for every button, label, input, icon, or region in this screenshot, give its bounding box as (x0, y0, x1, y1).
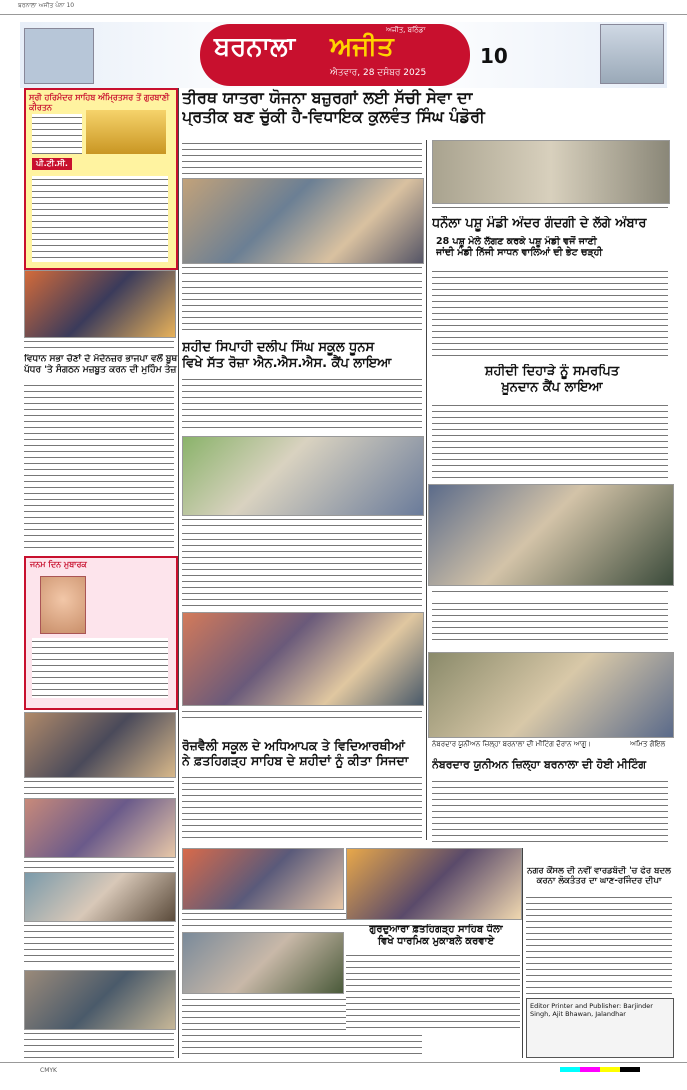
story-rosevalley-text (182, 774, 422, 842)
caption-nss (182, 516, 422, 526)
advert-text (32, 114, 82, 154)
headline-ward (526, 866, 672, 886)
photo-nss-students (182, 436, 424, 516)
birthday-photo (40, 576, 86, 634)
subhead-cattle-line2: ਜਾਂਦੀ ਮੰਡੀ ਨਿੱਜੀ ਸਾਧਨ ਵਾਲਿਆਂ ਦੀ ਭੇਟ ਚੜ੍ਹੀ (436, 247, 603, 259)
headline-yatra (182, 88, 672, 126)
column-rule-1 (178, 88, 179, 1058)
photo-left-lower-4 (24, 970, 176, 1030)
caption-left-lower-3 (24, 922, 174, 966)
headline-rosevalley (182, 738, 432, 768)
brand-word-1: ਬਰਨਾਲਾ (214, 32, 296, 62)
caption-numberdar: ਨੰਬਰਦਾਰ ਯੂਨੀਅਨ ਜ਼ਿਲ੍ਹਾ ਬਰਨਾਲਾ ਦੀ ਮੀਟਿੰਗ ਦੌਰਾਨ ਆਗੂ। (432, 740, 591, 748)
birthday-text (32, 638, 168, 698)
headline-numberdar: ਨੰਬਰਦਾਰ ਯੂਨੀਅਨ ਜ਼ਿਲ੍ਹਾ ਬਰਨਾਲਾ ਦੀ ਹੋਈ ਮੀਟਿੰਗ (432, 758, 647, 771)
credit-numberdar: ਅਮਿਤ ਗੋਇਲ (630, 740, 666, 748)
brand-logo (200, 24, 470, 86)
headline-bjp (24, 354, 180, 376)
story-blood-cont (432, 600, 668, 644)
story-ward-text (526, 894, 672, 994)
photo-middle-lower-2 (182, 932, 344, 994)
photo-left-lower-2 (24, 798, 176, 858)
photo-bjp-meeting (24, 270, 176, 338)
caption-cattle (432, 204, 668, 212)
story-yatra-cont (182, 278, 422, 334)
birthday-box (24, 556, 178, 710)
caption-blood (432, 588, 668, 596)
headline-blood-line2: ਖ਼ੂਨਦਾਨ ਕੈਂਪ ਲਾਇਆ (501, 379, 603, 395)
tower-illustration (600, 24, 664, 84)
story-nss-cont (182, 530, 422, 606)
caption-bjp (24, 338, 174, 352)
story-bjp-text (24, 382, 174, 548)
story-yatra-text (182, 140, 422, 176)
top-strip-text: ਬਰਨਾਲਾ ਅਜੀਤ ਪੰਨਾ 10 (18, 2, 75, 9)
headline-gurdwara-line1: ਗੁਰਦੁਆਰਾ ਫ਼ਤਹਿਗੜ੍ਹ ਸਾਹਿਬ ਧੌਲਾ (369, 924, 503, 935)
column-rule-3 (522, 848, 523, 1058)
imprint-box (526, 998, 674, 1058)
headline-bjp-line2: ਪੱਧਰ 'ਤੇ ਸੰਗਠਨ ਮਜ਼ਬੂਤ ਕਰਨ ਦੀ ਮੁਹਿੰਮ ਤੇਜ਼ (24, 364, 177, 375)
caption-left-lower-1 (24, 778, 174, 794)
headline-rosevalley-line1: ਰੋਜ਼ਵੈਲੀ ਸਕੂਲ ਦੇ ਅਧਿਆਪਕ ਤੇ ਵਿਦਿਆਰਥੀਆਂ (182, 738, 405, 753)
footer-strip (0, 1062, 687, 1090)
story-gurdwara-text (346, 952, 520, 1030)
photo-left-lower-1 (24, 712, 176, 778)
story-cattle-text (432, 268, 668, 358)
subhead-cattle-line1: 28 ਪਸ਼ੂ ਮੇਲੇ ਲੱਗਣ ਕਰਕੇ ਪਸ਼ੂ ਮੰਡੀ ਵਜੋਂ ਜਾਣੀ (436, 236, 597, 247)
advert-body (32, 176, 168, 262)
caption-left-lower-2 (24, 858, 174, 870)
headline-ward-line2: ਕਰਨਾ ਲੋਕਤੰਤਰ ਦਾ ਘਾਣ-ਰਜਿੰਦਰ ਦੀਪਾ (536, 876, 662, 887)
photo-blood-camp (428, 484, 674, 586)
headline-yatra-line2: ਪ੍ਰਤੀਕ ਬਣ ਚੁੱਕੀ ਹੈ-ਵਿਧਾਇਕ ਕੁਲਵੰਤ ਸਿੰਘ ਪੰਡੋਰੀ (182, 107, 485, 127)
headline-rosevalley-line2: ਨੇ ਫ਼ਤਹਿਗੜ੍ਹ ਸਾਹਿਬ ਦੇ ਸ਼ਹੀਦਾਂ ਨੂੰ ਕੀਤਾ ਸਿਜਦਾ (182, 753, 409, 768)
headline-blood (432, 364, 672, 395)
headline-nss (182, 340, 432, 371)
golden-temple-image (86, 110, 166, 154)
headline-bjp-line1: ਵਿਧਾਨ ਸਭਾ ਚੋਣਾਂ ਦੇ ਮੱਦੇਨਜ਼ਰ ਭਾਜਪਾ ਵਲੋਂ ਬੂਥ (24, 354, 178, 364)
story-blood-text (432, 402, 668, 478)
headline-gurdwara (346, 924, 526, 948)
page-number: 10 (480, 44, 508, 68)
footer-code: CMYK (40, 1067, 57, 1074)
photo-rosevalley (182, 612, 424, 706)
photo-cattle-market (432, 140, 670, 204)
top-strip (0, 0, 687, 15)
headline-gurdwara-line2: ਵਿਖੇ ਧਾਰਮਿਕ ਮੁਕਾਬਲੇ ਕਰਵਾਏ (377, 936, 495, 947)
photo-gurdwara (346, 848, 522, 920)
story-numberdar-text (432, 778, 668, 844)
headline-yatra-line1: ਤੀਰਥ ਯਾਤਰਾ ਯੋਜਨਾ ਬਜ਼ੁਰਗਾਂ ਲਈ ਸੱਚੀ ਸੇਵਾ ਦਾ (182, 88, 473, 107)
headline-cattle: ਧਨੌਲਾ ਪਸ਼ੂ ਮੰਡੀ ਅੰਦਰ ਗੰਦਗੀ ਦੇ ਲੱਗੇ ਅੰਬਾਰ (432, 216, 647, 231)
headline-nss-line2: ਵਿਖੇ ਸੱਤ ਰੋਜ਼ਾ ਐਨ.ਐਸ.ਐਸ. ਕੈਂਪ ਲਾਇਆ (182, 355, 392, 371)
advert-badge: ਪੀ.ਟੀ.ਸੀ. (32, 158, 72, 170)
caption-left-lower-4 (24, 1030, 174, 1058)
headline-blood-line1: ਸ਼ਹੀਦੀ ਦਿਹਾੜੇ ਨੂੰ ਸਮਰਪਿਤ (484, 364, 620, 379)
color-bar (560, 1067, 640, 1072)
brand-word-2: ਅਜੀਤ (330, 32, 394, 62)
caption-rosevalley (182, 708, 422, 722)
photo-numberdar (428, 652, 674, 738)
brand-subtag: ਅਜੀਤ, ਬਠਿੰਡਾ (386, 26, 426, 34)
birthday-title: ਜਨਮ ਦਿਨ ਮੁਬਾਰਕ (30, 560, 87, 569)
advert-title: ਸ੍ਰੀ ਹਰਿਮੰਦਰ ਸਾਹਿਬ ਅੰਮ੍ਰਿਤਸਰ ਤੋਂ ਗੁਰਬਾਣੀ ਕੀਰਤਨ (29, 93, 170, 112)
subhead-cattle (436, 236, 672, 259)
issue-date: ਐਤਵਾਰ, 28 ਦਸੰਬਰ 2025 (330, 68, 427, 78)
gurdwara-illustration (24, 28, 94, 84)
ptc-advert (24, 88, 178, 270)
imprint-text: Editor Printer and Publisher: Barjinder Singh, Ajit Bhawan, Jalandhar (530, 1002, 653, 1019)
photo-yatra-group (182, 178, 424, 264)
caption-yatra (182, 264, 422, 274)
story-nss-text (182, 376, 422, 432)
photo-middle-lower-1 (182, 848, 344, 910)
photo-left-lower-3 (24, 872, 176, 922)
column-rule-2 (426, 140, 427, 840)
headline-ward-line1: ਨਗਰ ਕੌਂਸਲ ਦੀ ਨਵੀਂ ਵਾਰਡਬੰਦੀ 'ਚ ਫੇਰ ਬਦਲ (527, 866, 671, 876)
headline-nss-line1: ਸ਼ਹੀਦ ਸਿਪਾਹੀ ਦਲੀਪ ਸਿੰਘ ਸਕੂਲ ਧੂਨਸ (182, 340, 375, 355)
